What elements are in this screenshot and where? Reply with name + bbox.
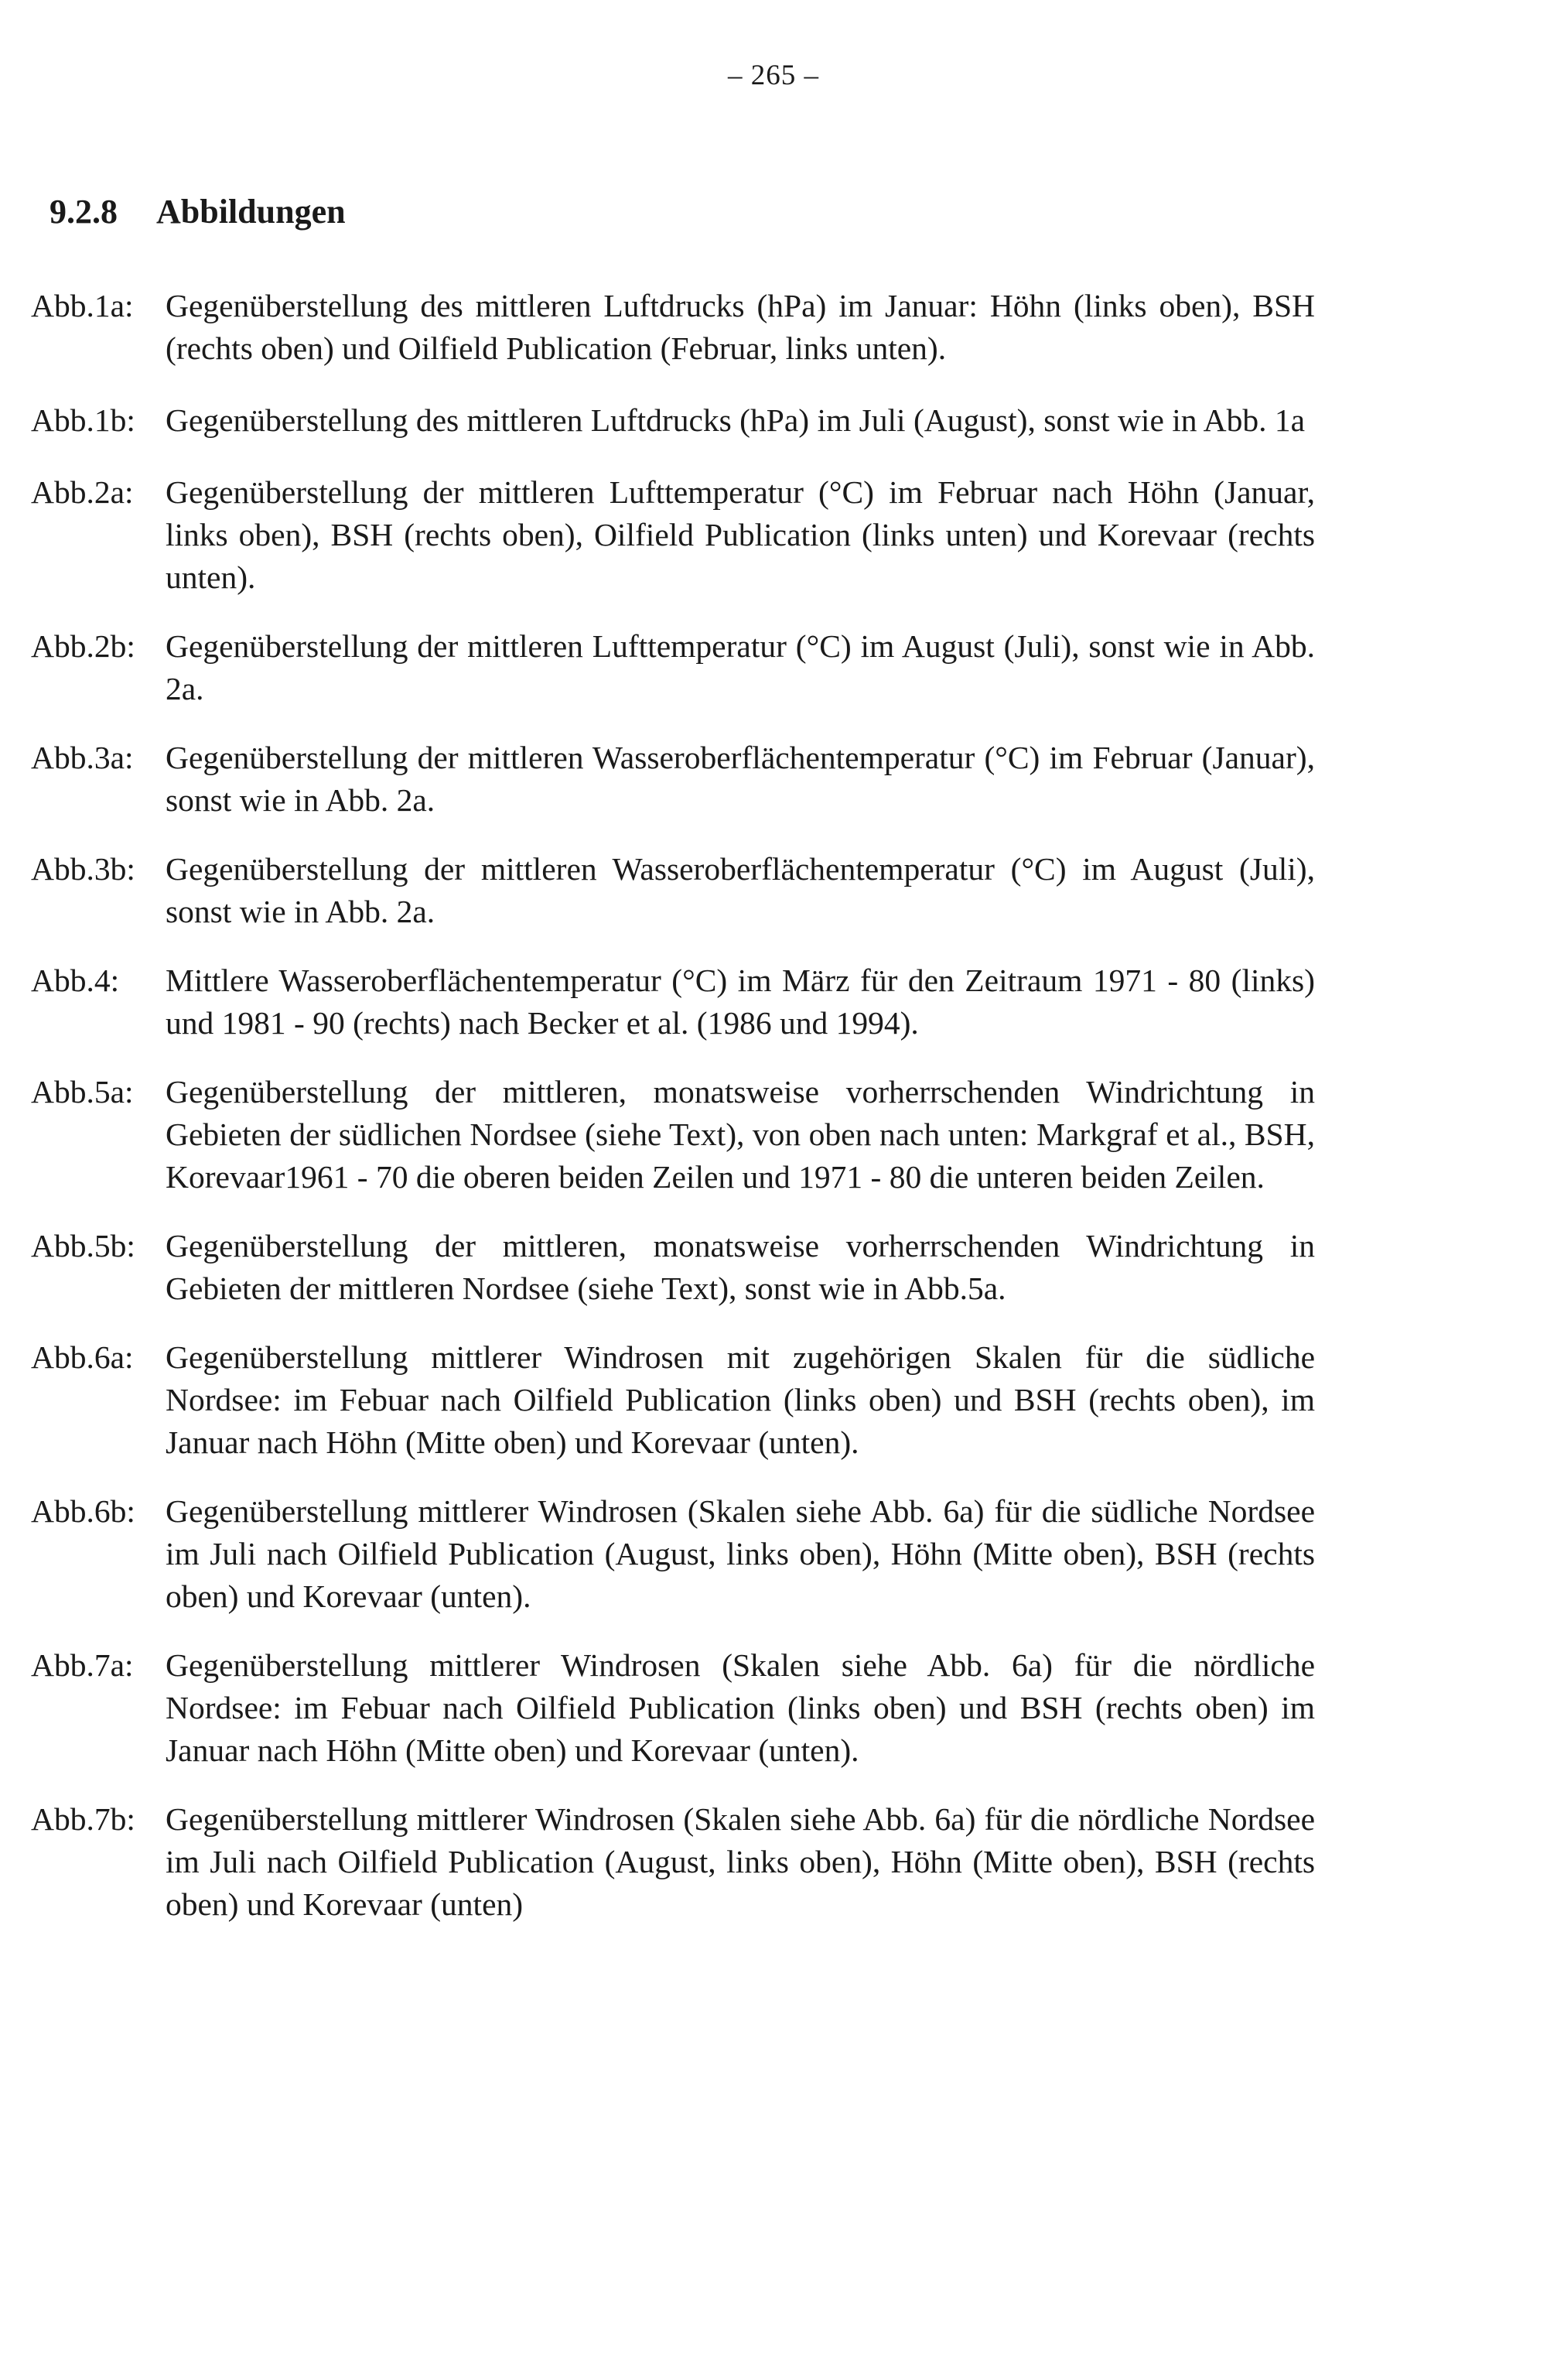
- figure-caption: [31, 1336, 1315, 1464]
- figure-caption: [31, 737, 1315, 822]
- caption-text: Gegenüberstellung mittlerer Windrosen mit zugehörigen Skalen für die südliche Nordsee: im Febuar nach Oilfield Publication (links oben) und BSH (rechts oben), im Januar nach Höhn (Mitte oben) und Korevaar (unten).: [166, 1339, 1315, 1460]
- figure-caption: [31, 1798, 1315, 1926]
- figure-caption: [31, 1225, 1315, 1310]
- figure-caption-list: [31, 285, 1315, 1926]
- caption-text: Gegenüberstellung des mittleren Luftdrucks (hPa) im Juli (August), sonst wie in Abb. 1a: [166, 402, 1306, 438]
- caption-label: Abb.3b:: [31, 851, 135, 887]
- figure-caption: [31, 1071, 1315, 1199]
- caption-text: Gegenüberstellung der mittleren Lufttemperatur (°C) im Februar nach Höhn (Januar, links oben), BSH (rechts oben), Oilfield Publication (links unten) und Korevaar (rechts unten).: [166, 474, 1315, 595]
- figure-caption: [31, 959, 1315, 1045]
- section-title: Abbildungen: [156, 193, 346, 231]
- caption-text: Gegenüberstellung mittlerer Windrosen (Skalen siehe Abb. 6a) für die südliche Nordsee im Juli nach Oilfield Publication (August, links oben), Höhn (Mitte oben), BSH (rechts oben) und Korevaar (unten).: [166, 1493, 1315, 1614]
- section-number: 9.2.8: [50, 193, 118, 231]
- caption-text: Gegenüberstellung des mittleren Luftdrucks (hPa) im Januar: Höhn (links oben), BSH (rechts oben) und Oilfield Publication (Februar, links unten).: [166, 288, 1315, 366]
- caption-label: Abb.7b:: [31, 1801, 135, 1837]
- figure-caption: [31, 1644, 1315, 1772]
- figure-caption: [31, 848, 1315, 933]
- figure-caption: [31, 1490, 1315, 1618]
- figure-caption: [31, 625, 1315, 710]
- page-number: – 265 –: [728, 60, 819, 91]
- figure-caption: [31, 399, 1315, 442]
- caption-label: Abb.6a:: [31, 1339, 134, 1375]
- caption-text: Gegenüberstellung mittlerer Windrosen (Skalen siehe Abb. 6a) für die nördliche Nordsee im Juli nach Oilfield Publication (August, links oben), Höhn (Mitte oben), BSH (rechts oben) und Korevaar (unten): [166, 1801, 1315, 1922]
- caption-label: Abb.1a:: [31, 288, 134, 323]
- caption-label: Abb.1b:: [31, 402, 135, 438]
- caption-text: Gegenüberstellung der mittleren, monatsweise vorherrschenden Windrichtung in Gebieten der südlichen Nordsee (siehe Text), von oben nach unten: Markgraf et al., BSH, Korevaar1961 - 70 die oberen beiden Zeilen und 1971 - 80 die unteren beiden Zeilen.: [166, 1074, 1315, 1195]
- caption-text: Gegenüberstellung der mittleren, monatsweise vorherrschenden Windrichtung in Gebieten der mittleren Nordsee (siehe Text), sonst wie in Abb.5a.: [166, 1228, 1315, 1306]
- figure-caption: [31, 471, 1315, 599]
- caption-text: Gegenüberstellung der mittleren Wasseroberflächentemperatur (°C) im August (Juli), sonst wie in Abb. 2a.: [166, 851, 1315, 929]
- caption-label: Abb.2a:: [31, 474, 134, 510]
- section-heading: [50, 192, 346, 231]
- caption-text: Mittlere Wasseroberflächentemperatur (°C) im März für den Zeitraum 1971 - 80 (links) und 1981 - 90 (rechts) nach Becker et al. (1986 und 1994).: [166, 963, 1315, 1041]
- caption-label: Abb.2b:: [31, 628, 135, 664]
- caption-text: Gegenüberstellung der mittleren Lufttemperatur (°C) im August (Juli), sonst wie in Abb. 2a.: [166, 628, 1315, 706]
- caption-label: Abb.6b:: [31, 1493, 135, 1529]
- caption-text: Gegenüberstellung der mittleren Wasseroberflächentemperatur (°C) im Februar (Januar), sonst wie in Abb. 2a.: [166, 740, 1315, 818]
- caption-label: Abb.5b:: [31, 1228, 135, 1264]
- caption-text: Gegenüberstellung mittlerer Windrosen (Skalen siehe Abb. 6a) für die nördliche Nordsee: im Febuar nach Oilfield Publication (links oben) und BSH (rechts oben) im Januar nach Höhn (Mitte oben) und Korevaar (unten).: [166, 1647, 1315, 1768]
- caption-label: Abb.5a:: [31, 1074, 134, 1110]
- caption-label: Abb.3a:: [31, 740, 134, 775]
- caption-label: Abb.7a:: [31, 1647, 134, 1683]
- caption-label: Abb.4:: [31, 963, 120, 998]
- figure-caption: [31, 285, 1315, 370]
